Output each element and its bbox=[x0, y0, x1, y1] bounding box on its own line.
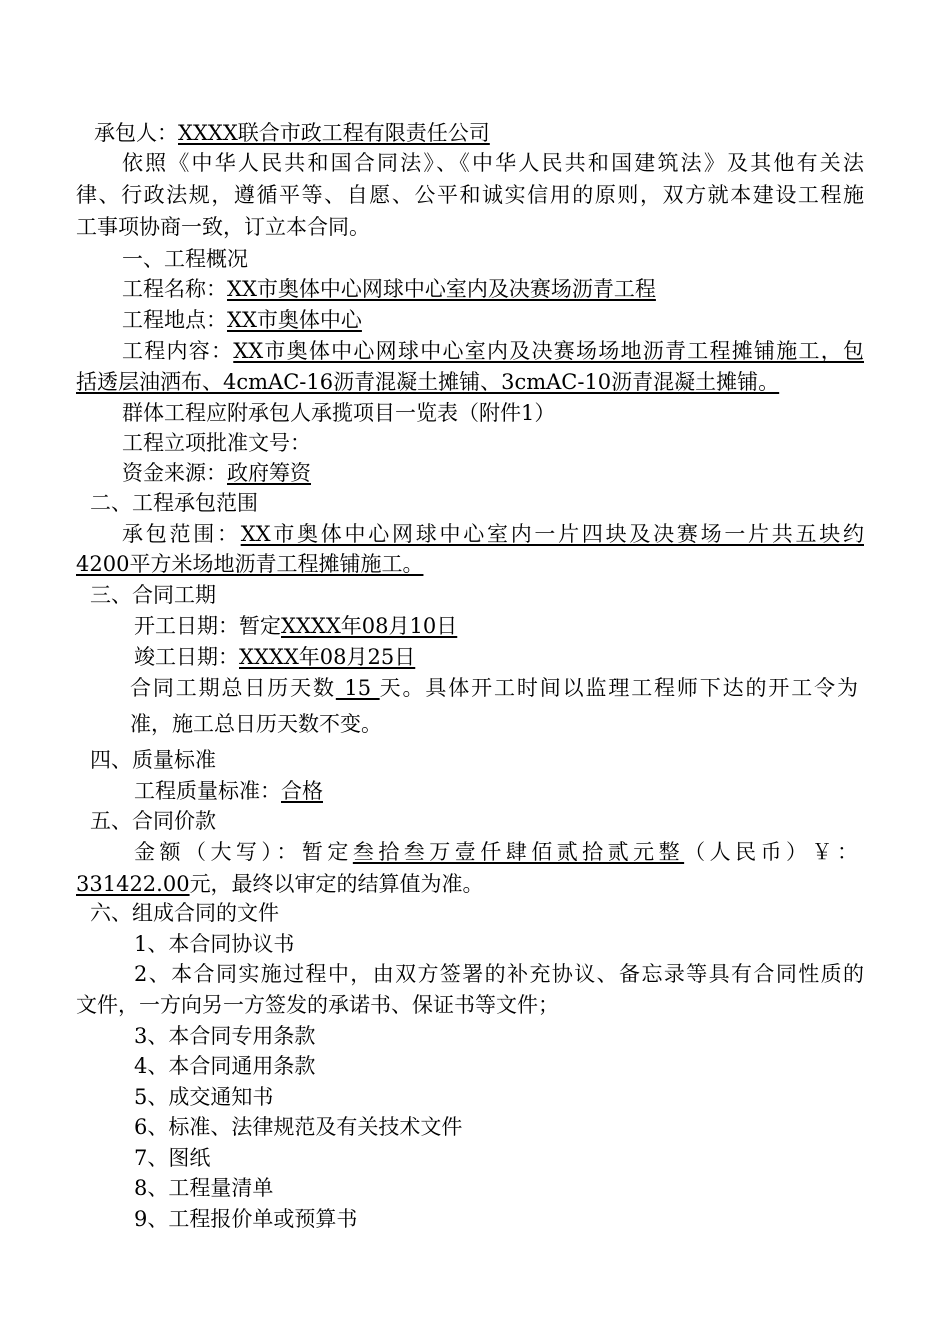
project-content-value-1: XX市奥体中心网球中心室内及决赛场场地沥青工程摊铺施工，包 bbox=[233, 339, 864, 363]
section6-heading: 六、组成合同的文件 bbox=[90, 901, 279, 925]
project-name-line bbox=[122, 274, 656, 304]
doc-item-7: 7、图纸 bbox=[134, 1146, 211, 1170]
project-name-label: 工程名称： bbox=[122, 277, 227, 301]
doc-item-8: 8、工程量清单 bbox=[134, 1176, 274, 1200]
doc-item-1: 1、本合同协议书 bbox=[134, 932, 295, 956]
project-site-value: XX市奥体中心 bbox=[227, 308, 362, 332]
scope-line-1 bbox=[122, 519, 864, 549]
doc-item-6: 6、标准、法律规范及有关技术文件 bbox=[134, 1115, 463, 1139]
project-content-value-2: 括透层油洒布、4cmAC-16沥青混凝土摊铺、3cmAC-10沥青混凝土摊铺。 bbox=[76, 370, 780, 394]
total-days-line bbox=[130, 673, 858, 703]
amount-prefix: 金额（大写）：暂定 bbox=[134, 840, 353, 864]
approval-number-line: 工程立项批准文号： bbox=[122, 431, 311, 455]
project-content-label: 工程内容： bbox=[122, 339, 234, 363]
contractor-label: 承包人： bbox=[94, 121, 178, 145]
amount-line-2 bbox=[76, 869, 484, 899]
end-date-line bbox=[134, 642, 415, 672]
preamble-line-2: 律、行政法规，遵循平等、自愿、公平和诚实信用的原则，双方就本建设工程施 bbox=[76, 183, 864, 207]
doc-item-3: 3、本合同专用条款 bbox=[134, 1024, 316, 1048]
amount-number: 331422.00 bbox=[76, 872, 190, 896]
funding-label: 资金来源： bbox=[122, 461, 227, 485]
project-content-line-1 bbox=[122, 336, 864, 366]
total-days-suffix: 天。具体开工时间以监理工程师下达的开工令为 bbox=[379, 676, 859, 700]
preamble-line-3: 工事项协商一致，订立本合同。 bbox=[76, 215, 370, 239]
section3-heading: 三、合同工期 bbox=[90, 583, 216, 607]
doc-item-9: 9、工程报价单或预算书 bbox=[134, 1207, 358, 1231]
scope-line-2 bbox=[76, 549, 423, 579]
start-date-line bbox=[134, 611, 457, 641]
doc-item-4: 4、本合同通用条款 bbox=[134, 1054, 316, 1078]
start-date-label: 开工日期：暂定 bbox=[134, 614, 281, 638]
total-days-value: 15 bbox=[335, 676, 380, 700]
doc-item-2-line-1: 2、本合同实施过程中，由双方签署的补充协议、备忘录等具有合同性质的 bbox=[134, 962, 864, 986]
project-site-line bbox=[122, 305, 362, 335]
doc-item-2-line-2: 文件，一方向另一方签发的承诺书、保证书等文件； bbox=[76, 993, 559, 1017]
scope-value-1: XX市奥体中心网球中心室内一片四块及决赛场一片共五块约 bbox=[240, 522, 864, 546]
total-days-line-2: 准，施工总日历天数不变。 bbox=[130, 712, 382, 736]
contractor-value: XXXX联合市政工程有限责任公司 bbox=[178, 121, 490, 145]
scope-value-2: 4200平方米场地沥青工程摊铺施工。 bbox=[76, 552, 424, 576]
section4-heading: 四、质量标准 bbox=[90, 748, 216, 772]
group-project-note: 群体工程应附承包人承揽项目一览表（附件1） bbox=[122, 401, 556, 425]
section5-heading: 五、合同价款 bbox=[90, 809, 216, 833]
funding-value: 政府筹资 bbox=[227, 461, 311, 485]
quality-value: 合格 bbox=[281, 779, 323, 803]
quality-label: 工程质量标准： bbox=[134, 779, 281, 803]
project-content-line-2 bbox=[76, 367, 779, 397]
section2-heading: 二、工程承包范围 bbox=[90, 491, 258, 515]
project-name-value: XX市奥体中心网球中心室内及决赛场沥青工程 bbox=[227, 277, 656, 301]
quality-line bbox=[134, 776, 323, 806]
amount-line-1 bbox=[134, 837, 858, 867]
amount-words: 叁拾叁万壹仟肆佰贰拾贰元整 bbox=[352, 840, 685, 864]
funding-line bbox=[122, 458, 311, 488]
preamble-line-1: 依照《中华人民共和国合同法》、《中华人民共和国建筑法》及其他有关法 bbox=[122, 151, 864, 175]
amount-suffix: 元，最终以审定的结算值为准。 bbox=[189, 872, 484, 896]
end-date-value: XXXX年08月25日 bbox=[239, 645, 416, 669]
total-days-prefix: 合同工期总日历天数 bbox=[130, 676, 336, 700]
doc-item-5: 5、成交通知书 bbox=[134, 1085, 274, 1109]
contractor-line bbox=[94, 118, 490, 148]
section1-heading: 一、工程概况 bbox=[122, 247, 248, 271]
amount-mid: （人民币）￥： bbox=[684, 840, 859, 864]
scope-label: 承包范围： bbox=[122, 522, 241, 546]
start-date-value: XXXX年08月10日 bbox=[281, 614, 458, 638]
project-site-label: 工程地点： bbox=[122, 308, 227, 332]
end-date-label: 竣工日期： bbox=[134, 645, 239, 669]
